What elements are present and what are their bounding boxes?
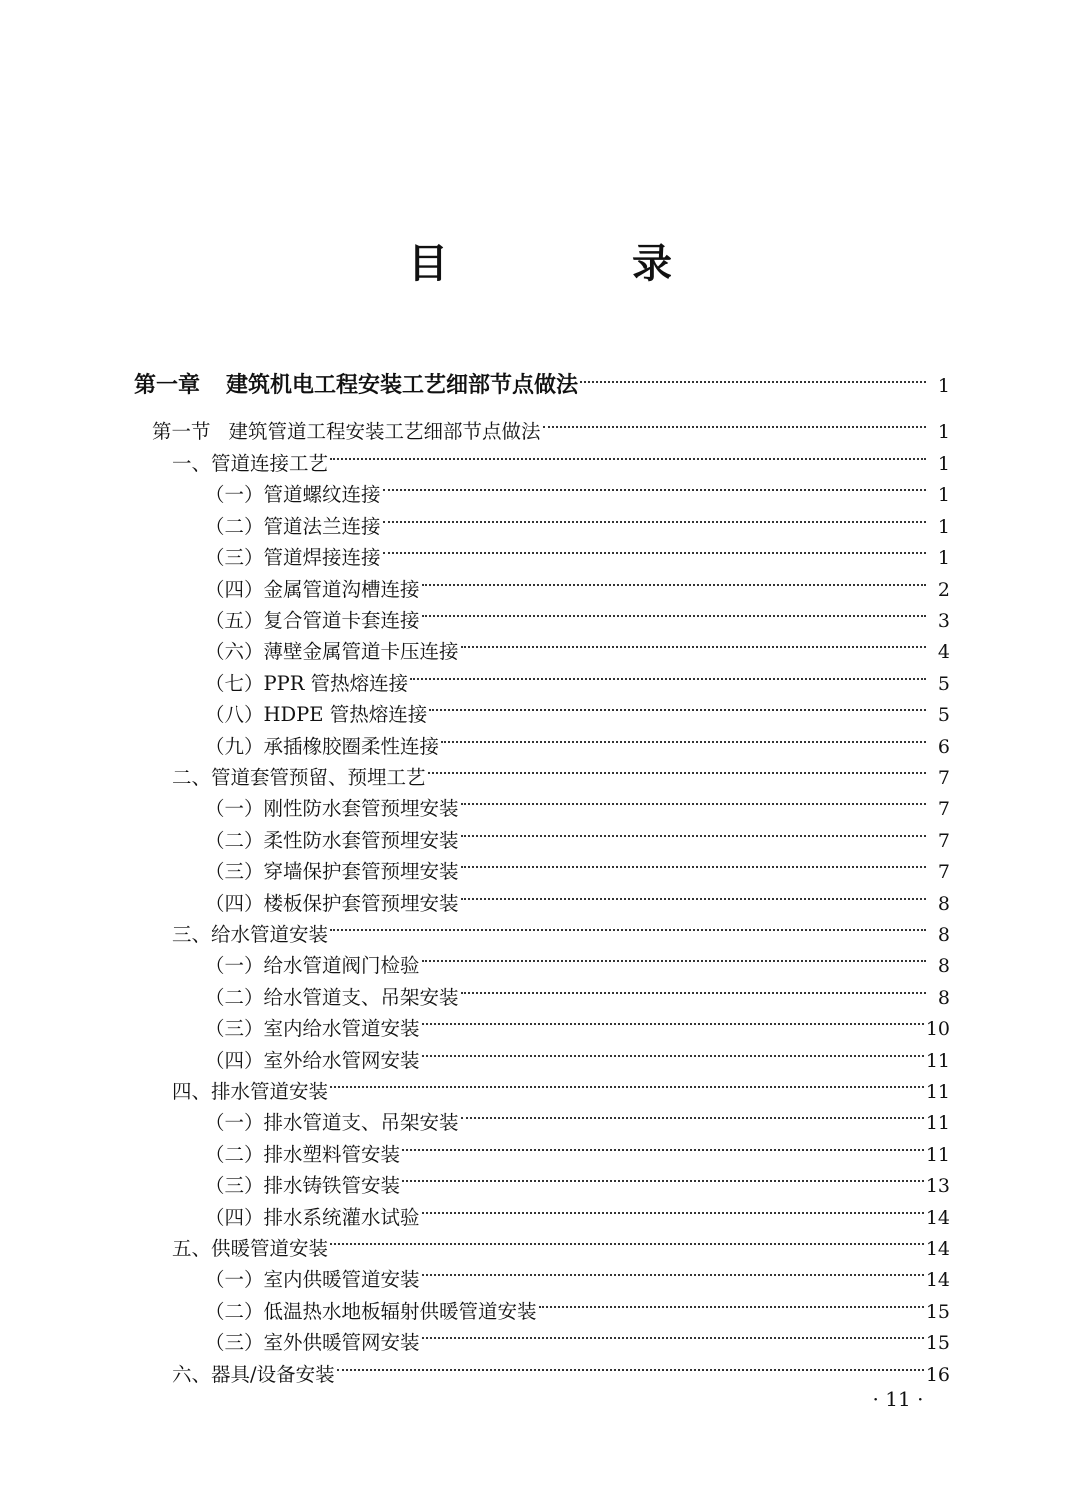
toc-page-number: 2 (937, 578, 950, 601)
toc-entry-label: （三）管道焊接连接 (205, 546, 381, 570)
toc-entry-row[interactable] (205, 595, 950, 632)
toc-entry-row[interactable] (205, 815, 950, 852)
toc-entry-label: （一）排水管道支、吊架安装 (205, 1111, 459, 1135)
dot-leader (422, 1192, 924, 1224)
toc-entry-row[interactable] (205, 501, 950, 538)
section-title: 建筑管道工程安装工艺细部节点做法 (228, 420, 541, 443)
toc-page-number: 8 (937, 892, 950, 915)
toc-entry-label: 四、排水管道安装 (172, 1080, 329, 1103)
toc-entry-label: （三）室外供暖管网安装 (205, 1331, 420, 1355)
toc-page-number: 8 (937, 924, 950, 946)
dot-leader (422, 564, 926, 596)
dot-leader (422, 1317, 924, 1349)
dot-leader (580, 360, 926, 392)
toc-entry-label: （四）室外给水管网安装 (205, 1048, 420, 1072)
toc-page-number: 1 (937, 375, 950, 397)
toc-page-number: 11 (925, 1049, 950, 1072)
toc-entry-row[interactable] (205, 1097, 950, 1135)
toc-page-number: 13 (925, 1175, 950, 1198)
dot-leader (410, 658, 926, 690)
toc-page-number: 5 (937, 704, 950, 727)
toc-entry-row[interactable] (205, 564, 950, 601)
toc-page-number: 3 (937, 610, 950, 632)
toc-entry-label: （四）排水系统灌水试验 (205, 1205, 420, 1229)
toc-entry-row[interactable] (205, 846, 950, 884)
toc-page-number: 16 (925, 1363, 950, 1386)
dot-leader (429, 689, 926, 721)
toc-entry-row[interactable] (205, 1003, 950, 1041)
toc-entry-label: 一、管道连接工艺 (172, 452, 329, 475)
dot-leader (461, 783, 926, 815)
toc-entry-row[interactable] (205, 1286, 950, 1323)
toc-page-number: 4 (937, 641, 950, 664)
page-title: 目 录 (408, 240, 744, 287)
toc-page-number: 14 (925, 1238, 950, 1260)
dot-leader (422, 1035, 924, 1067)
toc-entry-label: （七）PPR 管热熔连接 (205, 671, 409, 695)
toc-entry-label: 六、器具/设备安装 (172, 1362, 335, 1386)
toc-entry-row[interactable] (205, 1160, 950, 1198)
toc-page-number: 7 (937, 829, 950, 852)
toc-entry-row[interactable] (205, 1192, 950, 1229)
section-number: 第一节 (152, 420, 211, 443)
toc-page-number: 6 (937, 735, 950, 758)
dot-leader (461, 972, 926, 1004)
dot-leader (402, 1160, 924, 1192)
toc-entry-row[interactable] (205, 1129, 950, 1166)
dot-leader (461, 1097, 924, 1129)
toc-page-number: 11 (925, 1112, 950, 1135)
toc-entry-label: （一）刚性防水套管预埋安装 (205, 797, 459, 821)
toc-entry-label: （四）楼板保护套管预埋安装 (205, 891, 459, 915)
dot-leader (330, 909, 926, 941)
toc-entry-row[interactable] (205, 658, 950, 695)
toc-entry-row[interactable] (172, 752, 950, 789)
dot-leader (330, 1066, 924, 1098)
toc-entry-row[interactable] (205, 1035, 950, 1072)
toc-entry-label: （二）排水塑料管安装 (205, 1142, 401, 1166)
toc-page-number: 15 (925, 1300, 950, 1323)
toc-page-number: 8 (937, 986, 950, 1009)
toc-entry-label: （三）排水铸铁管安装 (205, 1174, 401, 1198)
toc-chapter-row[interactable] (134, 360, 950, 398)
toc-chapter-label (134, 369, 578, 401)
toc-page-number: 1 (937, 484, 950, 507)
dot-leader (330, 1223, 924, 1255)
page-number: · 11 · (872, 1387, 924, 1411)
dot-leader (428, 752, 926, 784)
toc-entry-label: （二）给水管道支、吊架安装 (205, 985, 459, 1009)
toc-entry-label: （一）管道螺纹连接 (205, 483, 381, 507)
toc-entry-row[interactable] (205, 1317, 950, 1355)
toc-page-number: 1 (937, 421, 950, 443)
toc-entry-label: 三、给水管道安装 (172, 923, 329, 946)
toc-page-number: 1 (937, 547, 950, 570)
toc-page-number: 7 (937, 798, 950, 821)
dot-leader (337, 1349, 924, 1381)
toc-entry-label: （四）金属管道沟槽连接 (205, 577, 420, 601)
toc-page-number: 14 (925, 1206, 950, 1229)
dot-leader (461, 815, 926, 847)
dot-leader (543, 406, 926, 438)
dot-leader (461, 878, 926, 910)
toc-entry-row[interactable] (205, 878, 950, 915)
dot-leader (402, 1129, 924, 1161)
toc-entry-row[interactable] (205, 689, 950, 727)
toc-page-number: 1 (937, 515, 950, 538)
dot-leader (461, 626, 926, 658)
toc-entry-row[interactable] (172, 1066, 950, 1103)
toc-page-number: 11 (925, 1143, 950, 1166)
chapter-title: 建筑机电工程安装工艺细部节点做法 (226, 372, 579, 398)
toc-page-number: 14 (925, 1269, 950, 1292)
toc-entry-row[interactable] (205, 1254, 950, 1292)
dot-leader (383, 469, 926, 501)
toc-page-number: 11 (925, 1081, 950, 1103)
toc-section-row[interactable] (152, 406, 950, 443)
toc-entry-label: （三）穿墙保护套管预埋安装 (205, 860, 459, 884)
toc-entry-row[interactable] (205, 972, 950, 1009)
dot-leader (422, 940, 926, 972)
toc-entry-label: （二）管道法兰连接 (205, 514, 381, 538)
toc-page-number: 8 (937, 955, 950, 978)
dot-leader (422, 1254, 924, 1286)
dot-leader (539, 1286, 924, 1318)
toc-entry-row[interactable] (205, 532, 950, 570)
toc-entry-row[interactable] (172, 438, 950, 475)
dot-leader (461, 846, 926, 878)
toc-entry-row[interactable] (205, 721, 950, 758)
toc-entry-label: （八）HDPE 管热熔连接 (205, 703, 428, 727)
toc-entry-row[interactable] (205, 469, 950, 507)
toc-page-number: 15 (925, 1332, 950, 1355)
toc-entry-label: （六）薄壁金属管道卡压连接 (205, 640, 459, 664)
dot-leader (441, 721, 926, 753)
toc-entry-label: （一）室内供暖管道安装 (205, 1268, 420, 1292)
dot-leader (422, 1003, 924, 1035)
toc-entry-label: （二）低温热水地板辐射供暖管道安装 (205, 1299, 537, 1323)
toc-page-number: 1 (937, 453, 950, 475)
toc-entry-row[interactable] (172, 909, 950, 946)
toc-entry-label: 二、管道套管预留、预埋工艺 (172, 766, 426, 789)
toc-entry-label: （一）给水管道阀门检验 (205, 954, 420, 978)
dot-leader (422, 595, 926, 627)
toc-entry-row[interactable] (205, 626, 950, 664)
toc-entry-label: （二）柔性防水套管预埋安装 (205, 828, 459, 852)
toc-entry-label: （九）承插橡胶圈柔性连接 (205, 734, 440, 758)
toc-page-number: 5 (937, 672, 950, 695)
toc-page-number: 10 (925, 1018, 950, 1041)
toc-entry-label: （五）复合管道卡套连接 (205, 609, 420, 632)
chapter-number: 第一章 (134, 372, 201, 398)
toc-entry-label: （三）室内给水管道安装 (205, 1017, 420, 1041)
dot-leader (383, 532, 926, 564)
toc-page-number: 7 (937, 861, 950, 884)
toc-page-number: 7 (937, 767, 950, 789)
toc-entry-row[interactable] (205, 940, 950, 978)
toc-entry-row[interactable] (172, 1349, 950, 1386)
toc-entry-label: 五、供暖管道安装 (172, 1237, 329, 1260)
dot-leader (330, 438, 926, 470)
toc-entry-row[interactable] (205, 783, 950, 821)
dot-leader (383, 501, 926, 533)
toc-entry-row[interactable] (172, 1223, 950, 1260)
